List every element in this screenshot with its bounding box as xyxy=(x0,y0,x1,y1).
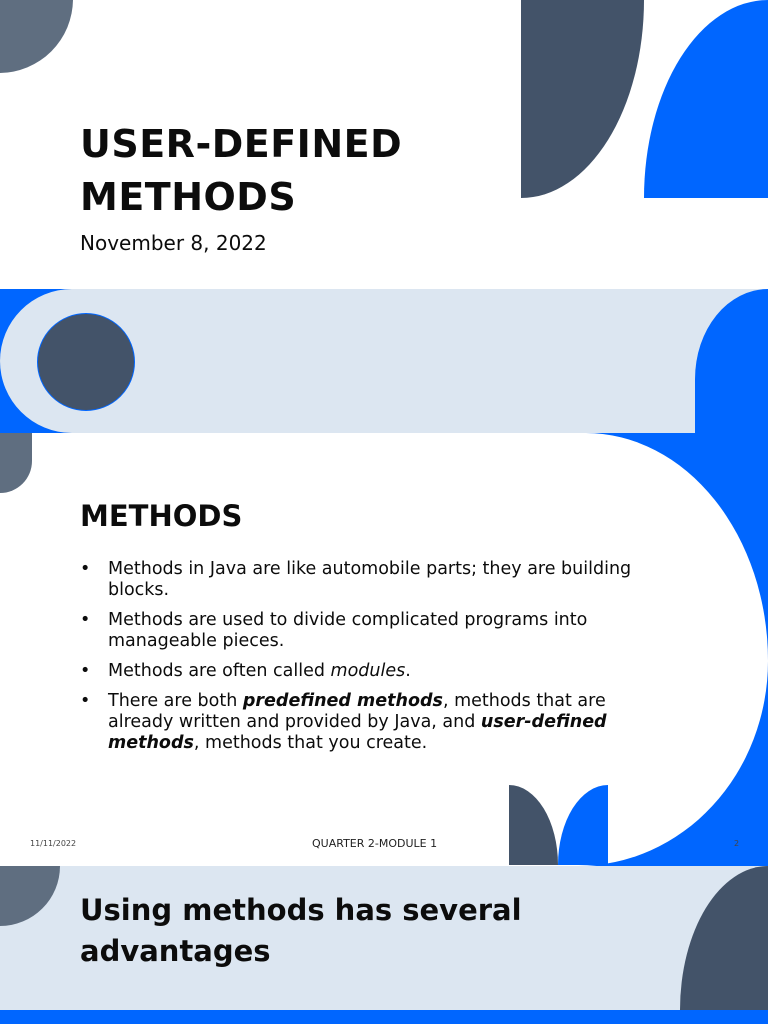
list-item: • There are both predefined methods, methods that are already written and provided by Java, and user-defined methods, methods that you create. xyxy=(80,691,660,754)
blue-bottom-band xyxy=(0,1010,768,1024)
methods-slide xyxy=(0,433,768,866)
navy-leaf xyxy=(680,866,768,1010)
navy-circle xyxy=(37,313,135,411)
slide-title: Using methods has several advantages xyxy=(80,893,522,968)
divider-slide xyxy=(0,289,768,433)
list-item: • Methods are often called modules. xyxy=(80,661,660,682)
footer-page-number: 2 xyxy=(734,839,740,848)
list-item: • Methods in Java are like automobile parts; they are building blocks. xyxy=(80,559,660,601)
slide-date: November 8, 2022 xyxy=(80,231,267,255)
leaf-shape-navy xyxy=(521,0,644,198)
bullet-list xyxy=(80,559,660,763)
corner-half-circle xyxy=(0,866,60,926)
list-item: • Methods are used to divide complicated programs into manageable pieces. xyxy=(80,610,660,652)
footer-center: QUARTER 2-MODULE 1 xyxy=(312,837,438,850)
corner-quarter-circle xyxy=(0,0,73,73)
title-slide xyxy=(0,0,768,289)
section-heading: METHODS xyxy=(80,499,243,533)
slide-title: USER-DEFINED METHODS xyxy=(80,122,403,219)
footer-date: 11/11/2022 xyxy=(30,839,77,848)
advantages-slide xyxy=(0,866,768,1024)
leaf-shape-blue xyxy=(644,0,768,198)
